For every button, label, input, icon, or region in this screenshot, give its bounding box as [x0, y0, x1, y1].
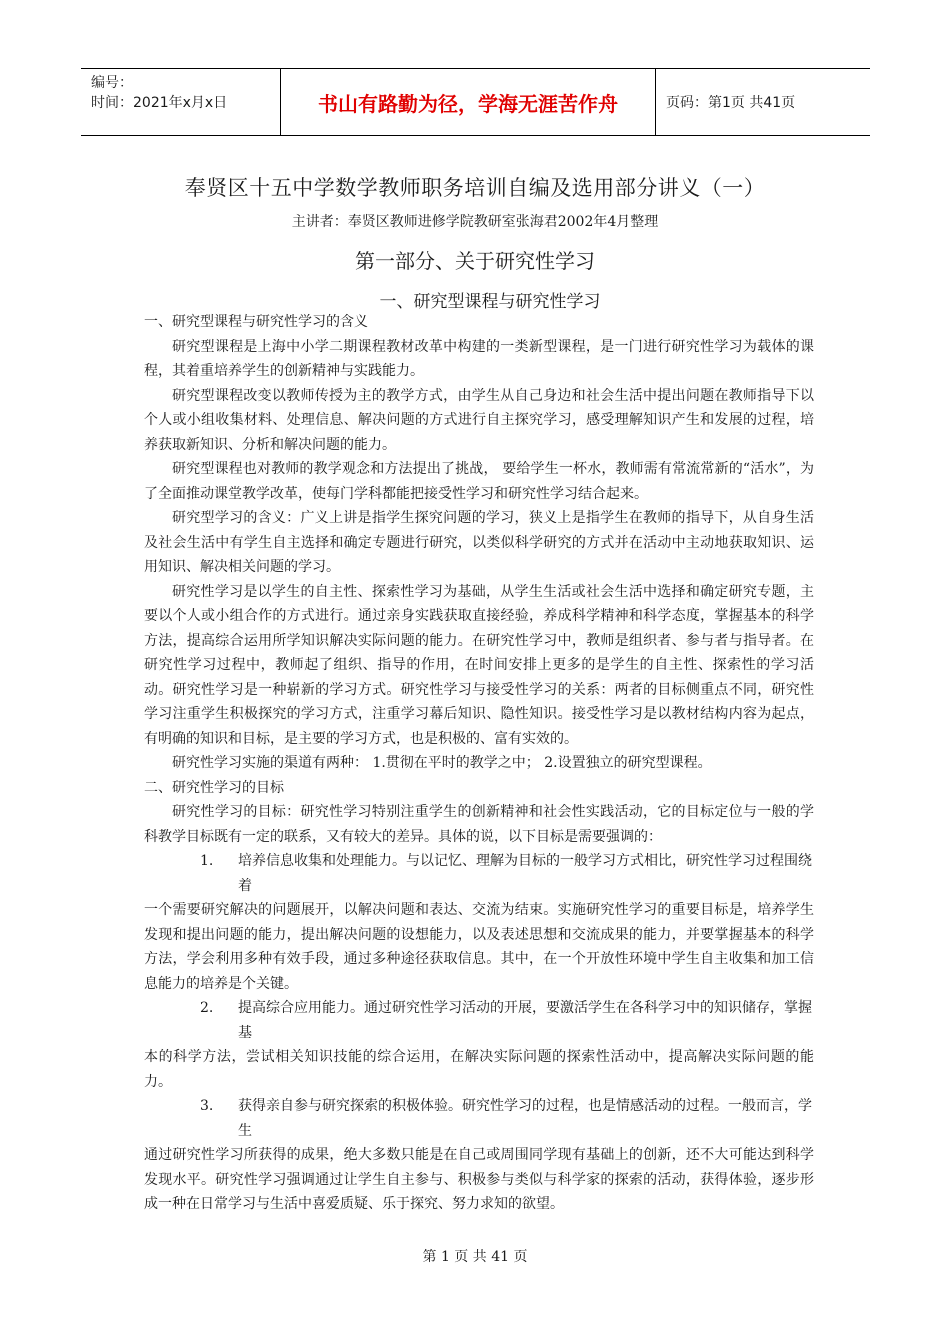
header-motto: 书山有路勤为径，学海无涯苦作舟: [281, 69, 656, 135]
list-item-lead: 培养信息收集和处理能力。与以记忆、理解为目标的一般学习方式相比，研究性学习过程围绕: [238, 853, 812, 869]
part-title: 第一部分、关于研究性学习: [355, 249, 595, 273]
section-heading-1: 一、研究型课程与研究性学习的含义: [144, 314, 368, 330]
paragraph-2: 研究型课程改变以教师传授为主的教学方式，由学生从自己身边和社会生活中提出问题在教师指导下以个人或小组收集材料、处理信息、解决问题的方式进行自主探究学习，感受理解知识产生和发展的过程，培养获取新知识、分析和解决问题的能力。: [144, 387, 814, 453]
page-header: [81, 68, 870, 136]
document-subtitle: 主讲者：奉贤区教师进修学院教研室张海君2002年4月整理: [291, 214, 659, 230]
list-item: [144, 996, 814, 1094]
paragraph-4: 研究型学习的含义：广义上讲是指学生探究问题的学习，狭义上是指学生在教师的指导下，从自身生活及社会生活中有学生自主选择和确定专题进行研究，以类似科学研究的方式并在活动中主动地获取知识、运用知识、解决相关问题的学习。: [144, 510, 814, 575]
page-footer: 第 1 页 共 41 页: [422, 1249, 528, 1265]
list-item-lead: 获得亲自参与研究探索的积极体验。研究性学习的过程，也是情感活动的过程。一般而言，学: [238, 1098, 812, 1114]
chapter-title: 一、研究型课程与研究性学习: [379, 292, 601, 312]
list-number: 3.: [200, 1098, 214, 1114]
list-number: 1.: [200, 853, 214, 869]
list-item-continuation: 生: [238, 1122, 252, 1139]
number-label: 编号：: [91, 75, 133, 91]
list-item-continuation: 着: [238, 877, 252, 894]
list-item-lead: 提高综合应用能力。通过研究性学习活动的开展，要激活学生在各科学习中的知识储存，掌握: [238, 1000, 812, 1016]
document-body: [144, 310, 814, 1217]
paragraph-1: 研究型课程是上海中小学二期课程教材改革中构建的一类新型课程，是一门进行研究性学习为载体的课程，其着重培养学生的创新精神与实践能力。: [144, 338, 814, 379]
list-item-body: 一个需要研究解决的问题展开，以解决问题和表达、交流为结束。实施研究性学习的重要目标是，培养学生发现和提出问题的能力，提出解决问题的设想能力，以及表述思想和交流成果的能力，并要掌握基本的科学方法，学会利用多种有效手段，通过多种途径获取信息。其中，在一个开放性环境中学生自主收集和加工信息能力的培养是个关键。: [144, 902, 814, 992]
paragraph-6: 研究性学习实施的渠道有两种： 1.贯彻在平时的教学之中； 2.设置独立的研究型课程。: [172, 755, 712, 771]
list-number: 2.: [200, 1000, 214, 1016]
time-label: 时间：2021年x月x日: [91, 95, 228, 111]
paragraph-5: 研究性学习是以学生的自主性、探索性学习为基础，从学生生活或社会生活中选择和确定研究专题，主要以个人或小组合作的方式进行。通过亲身实践获取直接经验，养成科学精神和科学态度，掌握基本的科学方法，提高综合运用所学知识解决实际问题的能力。在研究性学习中，教师是组织者、参与者与指导者。在研究性学习过程中，教师起了组织、指导的作用，在时间安排上更多的是学生的自主性、探索性的学习活动。研究性学习是一种崭新的学习方式。研究性学习与接受性学习的关系：两者的目标侧重点不同，研究性学习注重学生积极探究的学习方式，注重学习幕后知识、隐性知识。接受性学习是以教材结构内容为起点，有明确的知识和目标，是主要的学习方式，也是积极的、富有实效的。: [144, 583, 814, 747]
list-item-body: 通过研究性学习所获得的成果，绝大多数只能是在自己或周围同学现有基础上的创新，还不大可能达到科学发现水平。研究性学习强调通过让学生自主参与、积极参与类似与科学家的探索的活动，获得体验，逐步形成一种在日常学习与生活中喜爱质疑、乐于探究、努力求知的欲望。: [144, 1147, 814, 1212]
list-item-body: 本的科学方法，尝试相关知识技能的综合运用，在解决实际问题的探索性活动中，提高解决实际问题的能力。: [144, 1049, 814, 1090]
header-meta: [81, 69, 281, 135]
list-item-continuation: 基: [238, 1024, 252, 1041]
list-item: [144, 1094, 814, 1217]
section-heading-2: 二、研究性学习的目标: [144, 779, 284, 796]
paragraph-7: 研究性学习的目标：研究性学习特别注重学生的创新精神和社会性实践活动，它的目标定位与一般的学科教学目标既有一定的联系，又有较大的差异。具体的说，以下目标是需要强调的：: [144, 804, 814, 845]
list-item: [144, 849, 814, 996]
header-page-info: 页码：第1页 共41页: [666, 95, 796, 111]
document-title: 奉贤区十五中学数学教师职务培训自编及选用部分讲义（一）: [184, 176, 766, 200]
paragraph-3: 研究型课程也对教师的教学观念和方法提出了挑战， 要给学生一杯水，教师需有常流常新的“活水”，为了全面推动课堂教学改革，使每门学科都能把接受性学习和研究性学习结合起来。: [144, 461, 814, 502]
